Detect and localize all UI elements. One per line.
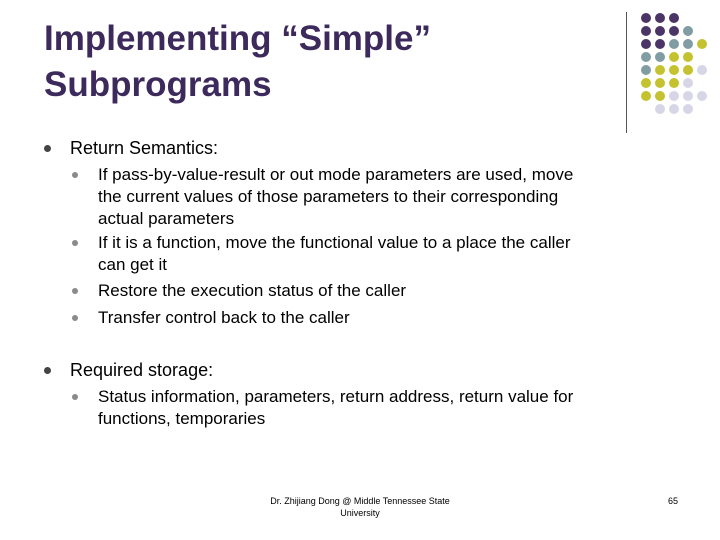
text-line: If it is a function, move the functional value to a place the caller (98, 233, 571, 252)
sub-bullet-text (98, 164, 668, 230)
title-line-1: Implementing “Simple” (44, 19, 431, 58)
text-line: Transfer control back to the caller (98, 308, 350, 327)
text-line: Restore the execution status of the caller (98, 281, 407, 300)
text-line: functions, temporaries (98, 409, 266, 428)
sub-bullet-text (98, 232, 668, 276)
text-line: the current values of those parameters to their corresponding (98, 187, 559, 206)
footer-line-1: Dr. Zhijiang Dong @ Middle Tennessee State (270, 496, 450, 506)
sub-bullet-text (98, 280, 668, 302)
sub-bullet-dot-icon (72, 315, 78, 321)
footer-line-2: University (340, 508, 380, 518)
sub-bullet-text (98, 386, 668, 430)
bullet-dot-icon (44, 145, 51, 152)
title-line-2: Subprograms (44, 65, 272, 104)
text-line: actual parameters (98, 209, 235, 228)
text-line: If pass-by-value-result or out mode parameters are used, move (98, 165, 574, 184)
sub-bullet-dot-icon (72, 288, 78, 294)
sub-bullet-text (98, 307, 668, 329)
sub-bullet-dot-icon (72, 172, 78, 178)
footer-author (240, 495, 480, 519)
sub-bullet-dot-icon (72, 394, 78, 400)
sub-bullet-dot-icon (72, 240, 78, 246)
bullet-label: Required storage: (70, 360, 214, 380)
bullet-dot-icon (44, 367, 51, 374)
text-line: Status information, parameters, return address, return value for (98, 387, 574, 406)
page-number: 65 (667, 496, 678, 506)
text-line: can get it (98, 255, 167, 274)
bullet-label: Return Semantics: (70, 138, 219, 158)
